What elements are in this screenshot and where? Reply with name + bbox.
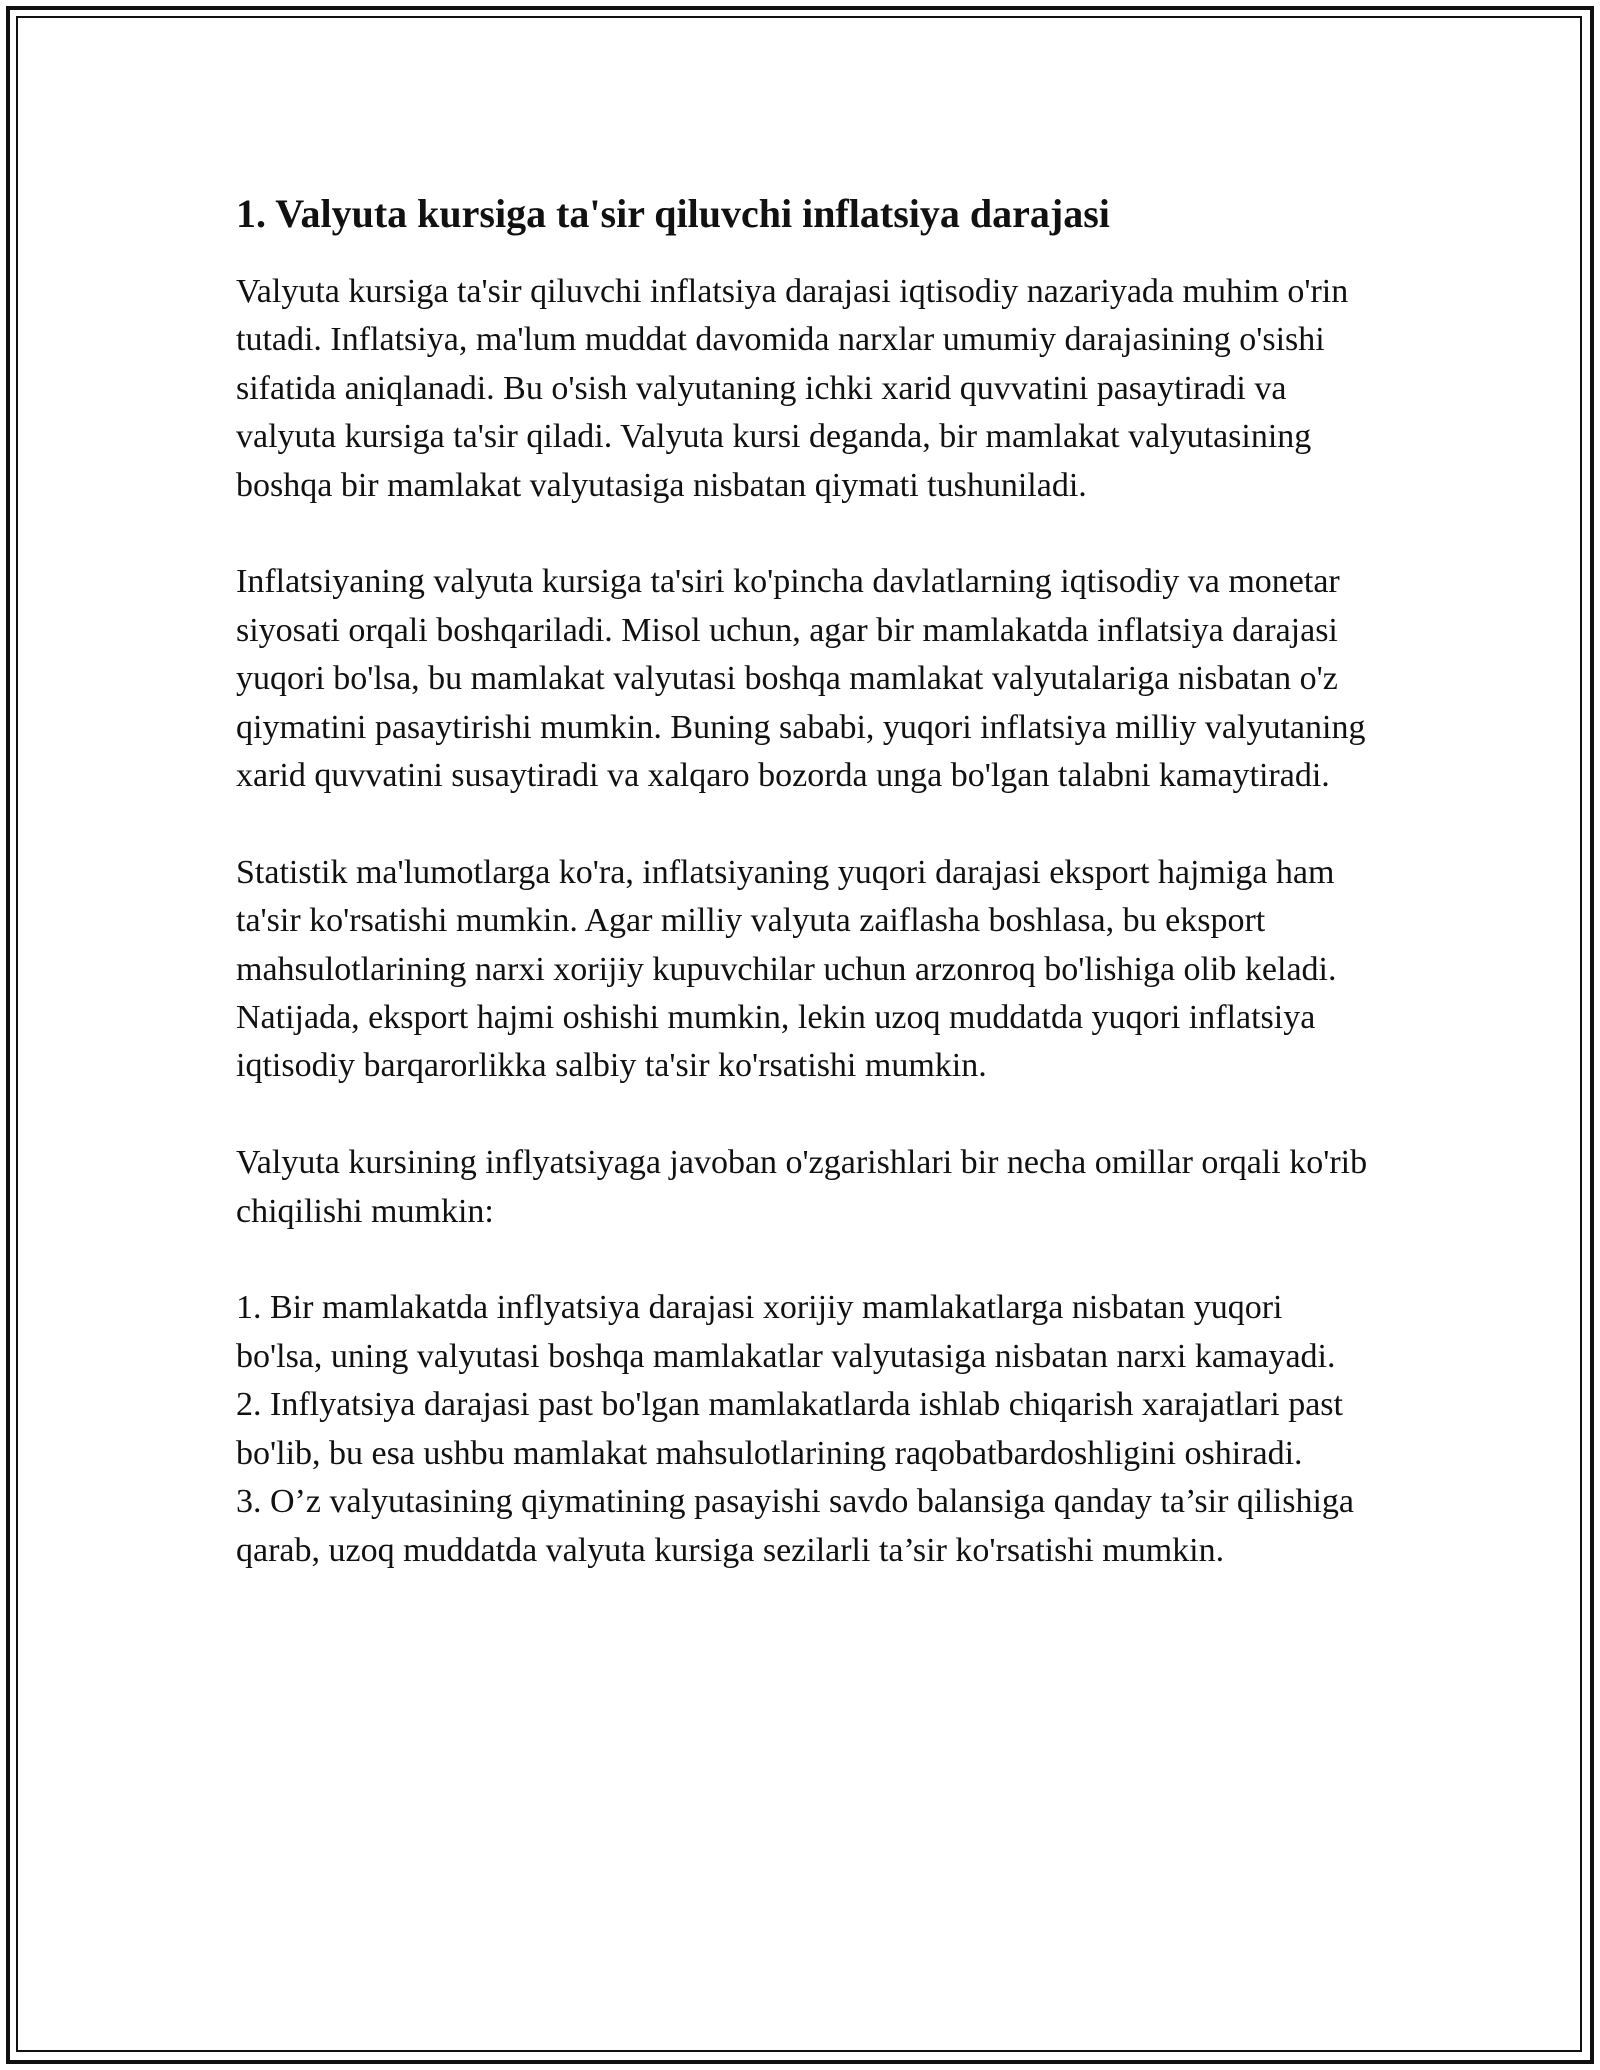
paragraph-gap <box>236 1091 1372 1139</box>
paragraph-3: Statistik ma'lumotlarga ko'ra, inflatsiyaning yuqori darajasi eksport hajmiga ham ta'sir ko'rsatishi mumkin. Agar milliy valyuta zaiflasha boshlasa, bu eksport mahsulotlarining narxi xorijiy kupuvchilar uchun arzonroq bo'lishiga olib keladi. Natijada, eksport hajmi oshishi mumkin, lekin uzoq muddatda yuqori inflatsiya iqtisodiy barqarorlikka salbiy ta'sir ko'rsatishi mumkin. <box>236 853 1337 1085</box>
document-body <box>236 186 1372 1575</box>
paragraph-gap <box>236 1236 1372 1284</box>
paragraph-1: Valyuta kursiga ta'sir qiluvchi inflatsiya darajasi iqtisodiy nazariyada muhim o'rin tutadi. Inflatsiya, ma'lum muddat davomida narxlar umumiy darajasining o'sishi sifatida aniqlanadi. Bu o'sish valyutaning ichki xarid quvvatini pasaytiradi va valyuta kursiga ta'sir qiladi. Valyuta kursi deganda, bir mamlakat valyutasining boshqa bir mamlakat valyutasiga nisbatan qiymati tushuniladi. <box>236 273 1349 504</box>
list-item: 2. Inflyatsiya darajasi past bo'lgan mamlakatlarda ishlab chiqarish xarajatlari past bo'lib, bu esa ushbu mamlakat mahsulotlarining raqobatbardoshligini oshiradi. <box>236 1386 1343 1472</box>
list-item: 3. O’z valyutasining qiymatining pasayishi savdo balansiga qanday ta’sir qilishiga qarab, uzoq muddatda valyuta kursiga sezilarli ta’sir ko'rsatishi mumkin. <box>236 1483 1355 1569</box>
factor-list <box>236 1284 1372 1574</box>
paragraph-2: Inflatsiyaning valyuta kursiga ta'siri ko'pincha davlatlarning iqtisodiy va monetar siyosati orqali boshqariladi. Misol uchun, agar bir mamlakatda inflatsiya darajasi yuqori bo'lsa, bu mamlakat valyutasi boshqa mamlakat valyutalariga nisbatan o'z qiymatini pasaytirishi mumkin. Buning sababi, yuqori inflatsiya milliy valyutaning xarid quvvatini susaytiradi va xalqaro bozorda unga bo'lgan talabni kamaytiradi. <box>236 563 1366 795</box>
paragraph-gap <box>236 510 1372 558</box>
section-heading: 1. Valyuta kursiga ta'sir qiluvchi inflatsiya darajasi <box>236 191 1110 236</box>
list-item: 1. Bir mamlakatda inflyatsiya darajasi xorijiy mamlakatlarga nisbatan yuqori bo'lsa, uning valyutasi boshqa mamlakatlar valyutasiga nisbatan narxi kamayadi. <box>236 1289 1336 1375</box>
paragraph-gap <box>236 800 1372 848</box>
paragraph-4: Valyuta kursining inflyatsiyaga javoban o'zgarishlari bir necha omillar orqali ko'rib chiqilishi mumkin: <box>236 1144 1368 1230</box>
